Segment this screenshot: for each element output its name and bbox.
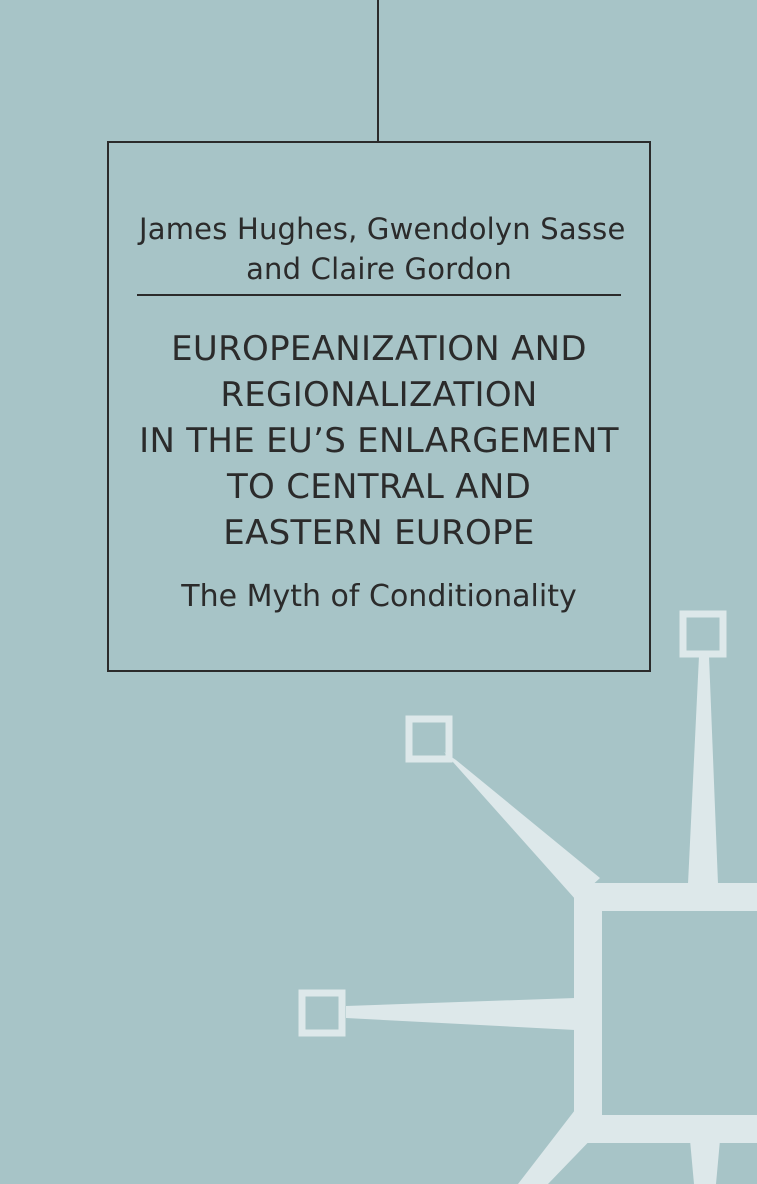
spoke-left (346, 998, 575, 1030)
node-square-middle (409, 719, 449, 759)
title-line: REGIONALIZATION (220, 375, 538, 415)
spoke-diagonal (444, 752, 600, 900)
title-line: EUROPEANIZATION AND (171, 329, 587, 369)
book-subtitle: The Myth of Conditionality (181, 579, 577, 614)
hub-square (588, 897, 757, 1129)
authors-line-2: and Claire Gordon (246, 252, 512, 286)
spoke-bottom (690, 1140, 720, 1184)
title-line: IN THE EU’S ENLARGEMENT (139, 421, 619, 461)
node-square-left (302, 993, 342, 1033)
title-line: EASTERN EUROPE (223, 513, 535, 553)
spoke-top (688, 656, 718, 884)
node-square-top-right (683, 614, 723, 654)
authors-line-1: James Hughes, Gwendolyn Sasse (139, 212, 626, 246)
title-line: TO CENTRAL AND (226, 467, 532, 507)
